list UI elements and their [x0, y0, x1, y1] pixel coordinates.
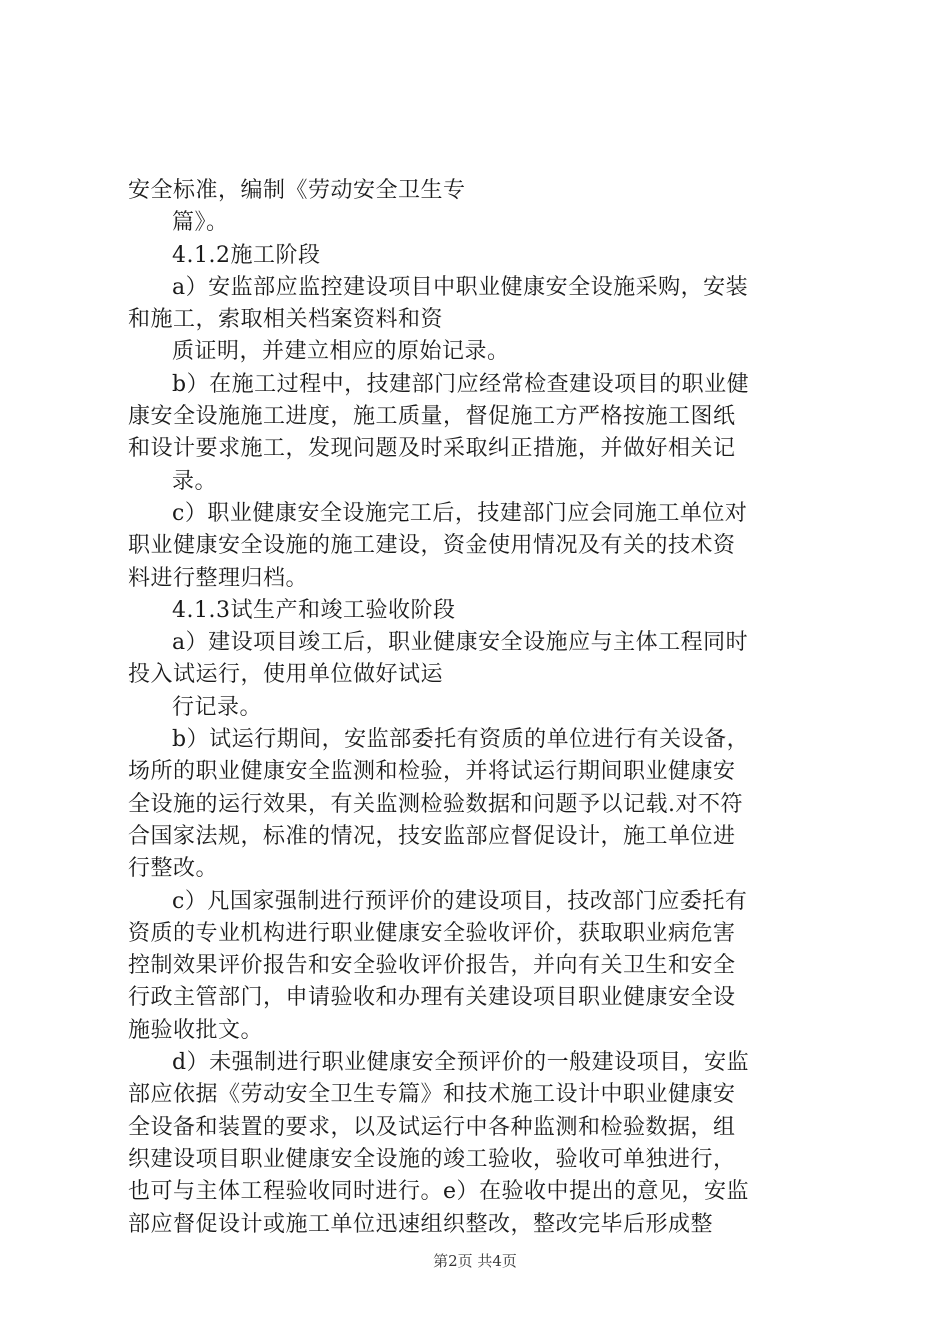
text-line: 合国家法规，标准的情况，技安监部应督促设计，施工单位进 [128, 823, 736, 849]
text-line: 行整改。 [128, 856, 219, 882]
text-line: 安全标准，编制《劳动安全卫生专 [128, 178, 466, 203]
text-line: 质证明，并建立相应的原始记录。 [172, 339, 510, 365]
text-line: 施验收批文。 [128, 1017, 264, 1043]
text-line: 投入试运行，使用单位做好试运 [128, 662, 444, 688]
text-line: 全设施的运行效果，有关监测检验数据和问题予以记载.对不符 [128, 791, 743, 817]
text-line: 场所的职业健康安全监测和检验，并将试运行期间职业健康安 [128, 759, 736, 785]
text-line: 料进行整理归档。 [128, 565, 309, 591]
text-line: 部应依据《劳动安全卫生专篇》和技术施工设计中职业健康安 [128, 1082, 736, 1108]
text-line: c）职业健康安全设施完工后，技建部门应会同施工单位对 [172, 500, 748, 526]
text-line: b）在施工过程中，技建部门应经常检查建设项目的职业健 [172, 371, 750, 397]
text-line: 全设备和装置的要求，以及试运行中各种监测和检验数据，组 [128, 1114, 736, 1140]
text-line: 录。 [172, 468, 218, 494]
text-line: d）未强制进行职业健康安全预评价的一般建设项目，安监 [172, 1050, 750, 1076]
text-line: 和施工，索取相关档案资料和资 [128, 307, 444, 333]
text-line: 行政主管部门，申请验收和办理有关建设项目职业健康安全设 [128, 985, 736, 1011]
text-line: 4.1.3试生产和竣工验收阶段 [172, 597, 456, 623]
text-line: 也可与主体工程验收同时进行。e）在验收中提出的意见，安监 [128, 1179, 750, 1205]
text-line: 4.1.2施工阶段 [172, 242, 321, 268]
body-text [128, 175, 830, 1241]
text-line: 康安全设施施工进度，施工质量，督促施工方严格按施工图纸 [128, 404, 736, 430]
text-line: 资质的专业机构进行职业健康安全验收评价，获取职业病危害 [128, 920, 736, 946]
text-line: 职业健康安全设施的施工建设，资金使用情况及有关的技术资 [128, 533, 736, 559]
page-footer: 第2页 共4页 [433, 1252, 517, 1270]
text-line: 部应督促设计或施工单位迅速组织整改，整改完毕后形成整 [128, 1211, 714, 1237]
text-line: 织建设项目职业健康安全设施的竣工验收，验收可单独进行， [128, 1146, 736, 1172]
text-line: 控制效果评价报告和安全验收评价报告，并向有关卫生和安全 [128, 953, 736, 979]
text-line: 行记录。 [172, 694, 263, 720]
text-line: 篇》。 [172, 210, 229, 236]
text-line: c）凡国家强制进行预评价的建设项目，技改部门应委托有 [172, 888, 748, 914]
text-line: a）建设项目竣工后，职业健康安全设施应与主体工程同时 [172, 630, 749, 656]
text-line: a）安监部应监控建设项目中职业健康安全设施采购，安装 [172, 274, 749, 300]
text-line: 和设计要求施工，发现问题及时采取纠正措施，并做好相关记 [128, 436, 736, 462]
text-line: b）试运行期间，安监部委托有资质的单位进行有关设备， [172, 727, 750, 753]
